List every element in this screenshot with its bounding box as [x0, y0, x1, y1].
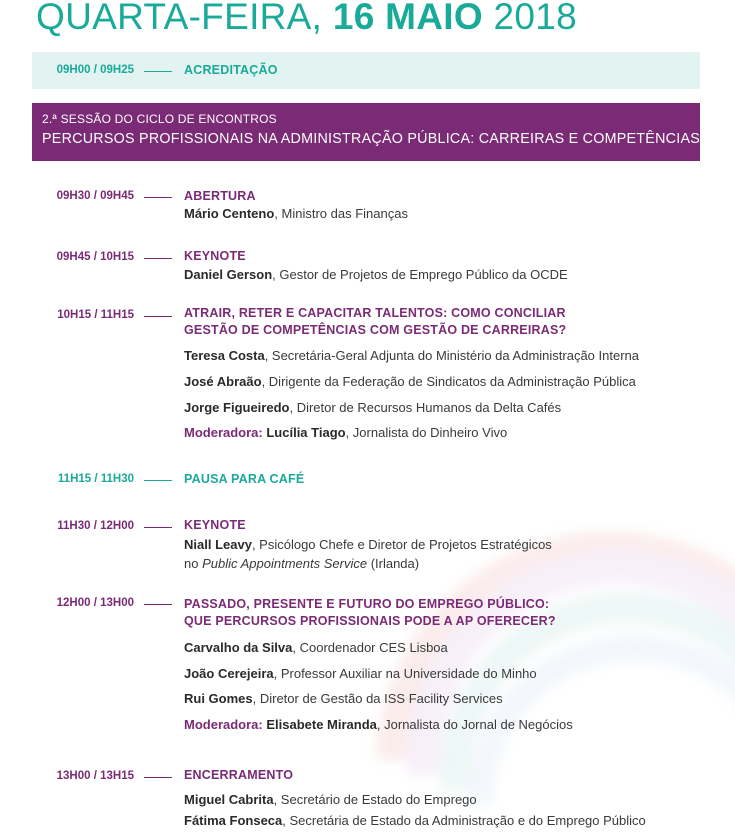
- time-line: [144, 527, 172, 528]
- speaker-name: Miguel Cabrita: [184, 792, 274, 807]
- program-title: PASSADO, PRESENTE E FUTURO DO EMPREGO PÚBLICO:: [184, 597, 550, 611]
- session-title: PERCURSOS PROFISSIONAIS NA ADMINISTRAÇÃO PÚBLICA: CARREIRAS E COMPETÊNCIAS: [42, 131, 701, 147]
- speaker-line: [184, 638, 448, 657]
- speaker-line: [184, 790, 477, 809]
- accreditation-label: ACREDITAÇÃO: [184, 63, 278, 77]
- time-line: [144, 316, 172, 317]
- speaker-line: [184, 204, 408, 223]
- speaker-role: , Professor Auxiliar na Universidade do Minho: [273, 666, 537, 681]
- time-line: [144, 258, 172, 259]
- text-fragment: no: [184, 556, 203, 571]
- accreditation-line: [144, 71, 172, 72]
- session-subtitle: 2.ª SESSÃO DO CICLO DE ENCONTROS: [42, 112, 277, 126]
- program-time: 13H00 / 13H15: [56, 770, 134, 782]
- speaker-line: [184, 372, 636, 391]
- moderator-name: Lucília Tiago: [266, 425, 346, 440]
- moderator-line: [184, 423, 507, 442]
- program-time: 09H30 / 09H45: [56, 190, 134, 202]
- time-line: [144, 604, 172, 605]
- speaker-line: [184, 265, 568, 284]
- speaker-name: João Cerejeira: [184, 666, 274, 681]
- speaker-line: [184, 664, 537, 683]
- page-title: [36, 0, 577, 40]
- time-line: [144, 197, 172, 198]
- speaker-role: , Ministro das Finanças: [274, 206, 408, 221]
- speaker-role: , Psicólogo Chefe e Diretor de Projetos Estratégicos: [251, 537, 552, 552]
- program-time: 11H30 / 12H00: [57, 520, 134, 532]
- speaker-name: Niall Leavy: [184, 537, 252, 552]
- speaker-role: , Gestor de Projetos de Emprego Público da OCDE: [272, 267, 568, 282]
- speaker-role: , Dirigente da Federação de Sindicatos da Administração Pública: [261, 374, 636, 389]
- text-fragment: (Irlanda): [367, 556, 420, 571]
- speaker-name: Rui Gomes: [184, 691, 253, 706]
- program-title: ABERTURA: [184, 189, 256, 203]
- program-time: 11H15 / 11H30: [57, 473, 134, 485]
- program-title: PAUSA PARA CAFÉ: [184, 472, 305, 486]
- title-date: 16 MAIO: [332, 0, 483, 37]
- speaker-line: [184, 811, 646, 830]
- speaker-name: José Abraão: [184, 374, 262, 389]
- speaker-role: , Secretária-Geral Adjunta do Ministério da Administração Interna: [264, 348, 639, 363]
- moderator-role: , Jornalista do Dinheiro Vivo: [345, 425, 508, 440]
- speaker-name: Carvalho da Silva: [184, 640, 293, 655]
- moderator-label: Moderadora:: [184, 717, 263, 732]
- title-weekday: QUARTA-FEIRA,: [36, 0, 333, 37]
- organization-name: Public Appointments Service: [202, 556, 368, 571]
- program-time: 10H15 / 11H15: [57, 309, 134, 321]
- program-title: ATRAIR, RETER E CAPACITAR TALENTOS: COMO CONCILIAR: [184, 306, 566, 320]
- moderator-name: Elisabete Miranda: [266, 717, 377, 732]
- program-time: 09H45 / 10H15: [56, 251, 134, 263]
- speaker-line-continued: [184, 554, 419, 573]
- speaker-role: , Diretor de Gestão da ISS Facility Services: [252, 691, 503, 706]
- session-banner: [32, 103, 700, 161]
- program-title: KEYNOTE: [184, 518, 246, 532]
- speaker-line: [184, 346, 639, 365]
- program-title: QUE PERCURSOS PROFISSIONAIS PODE A AP OFERECER?: [184, 614, 556, 628]
- accreditation-time: 09H00 / 09H25: [56, 64, 134, 76]
- speaker-role: , Coordenador CES Lisboa: [292, 640, 448, 655]
- speaker-name: Jorge Figueiredo: [184, 400, 290, 415]
- speaker-name: Fátima Fonseca: [184, 813, 283, 828]
- title-year: 2018: [482, 0, 578, 37]
- program-time: 12H00 / 13H00: [56, 597, 134, 609]
- speaker-line: [184, 689, 503, 708]
- speaker-line: [184, 535, 552, 554]
- moderator-line: [184, 715, 573, 734]
- speaker-role: , Diretor de Recursos Humanos da Delta Cafés: [289, 400, 562, 415]
- speaker-name: Teresa Costa: [184, 348, 265, 363]
- program-title: KEYNOTE: [184, 249, 246, 263]
- speaker-role: , Secretário de Estado do Emprego: [273, 792, 477, 807]
- moderator-role: , Jornalista do Jornal de Negócios: [376, 717, 573, 732]
- program-title: ENCERRAMENTO: [184, 768, 294, 782]
- speaker-name: Daniel Gerson: [184, 267, 273, 282]
- moderator-label: Moderadora:: [184, 425, 263, 440]
- time-line: [144, 777, 172, 778]
- speaker-role: , Secretária de Estado da Administração e do Emprego Público: [282, 813, 646, 828]
- speaker-name: Mário Centeno: [184, 206, 275, 221]
- program-title: GESTÃO DE COMPETÊNCIAS COM GESTÃO DE CARREIRAS?: [184, 323, 567, 337]
- speaker-line: [184, 398, 561, 417]
- time-line: [144, 480, 172, 481]
